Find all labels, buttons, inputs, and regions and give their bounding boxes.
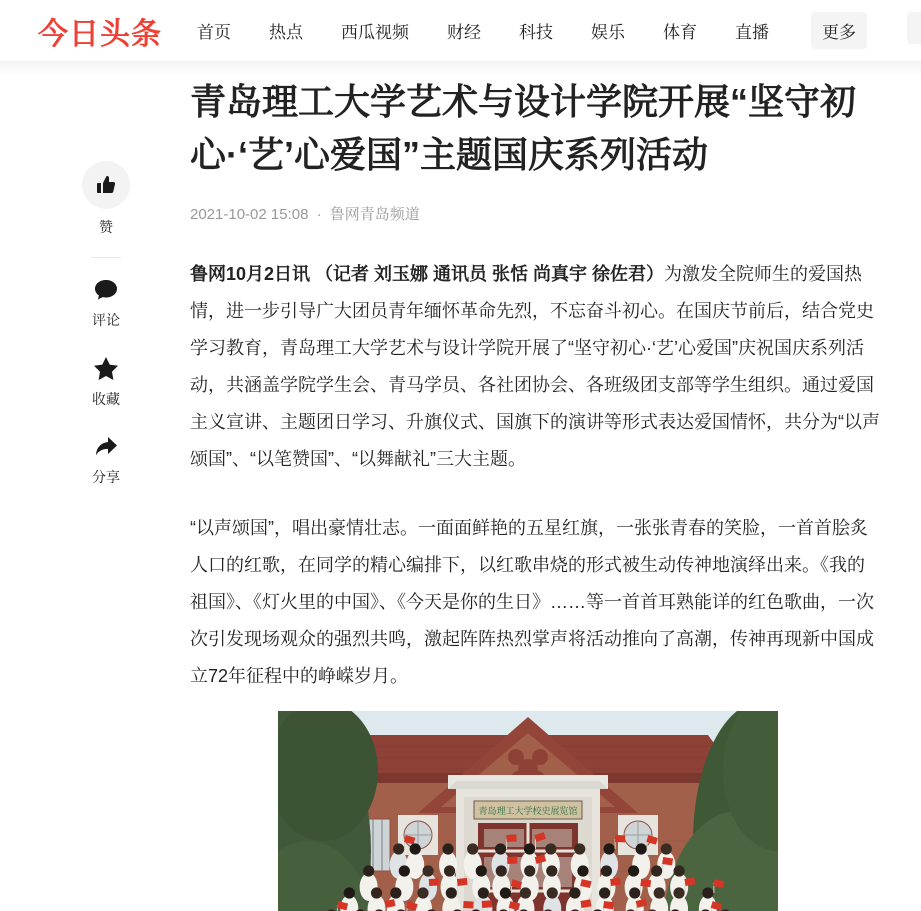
meta-separator: · — [316, 206, 322, 223]
nav-item-home[interactable]: 首页 — [197, 23, 231, 42]
like-label: 赞 — [99, 219, 113, 235]
group-photo-illustration — [278, 711, 778, 911]
nav-more-button[interactable]: 更多 — [811, 12, 867, 49]
comment-bubble-icon — [93, 278, 119, 302]
article-photo — [278, 711, 778, 911]
article-title: 青岛理工大学艺术与设计学院开展“坚守初心·‘艺’心爱国”主题国庆系列活动 — [190, 81, 857, 175]
nav-item-tech[interactable]: 科技 — [519, 23, 553, 42]
toutiao-logo[interactable]: 今日头条 — [38, 17, 162, 51]
share-label: 分享 — [92, 469, 120, 485]
nav-item-finance[interactable]: 财经 — [447, 23, 481, 42]
paragraph-2-text: “以声颂国”，唱出豪情壮志。一面面鲜艳的五星红旗，一张张青春的笑脸，一首首脍炙人口的红歌，在同学的精心编排下，以红歌串烧的形式被生动传神地演绎出来。《我的祖国》、《灯火里的中国》、《今天是你的生日》……等一首首耳熟能详的红色歌曲，一次次引发现场观众的强烈共鸣，激起阵阵热烈掌声将活动推向了高潮，传神再现新中国成立72年征程中的峥嵘岁月。 — [190, 518, 874, 686]
favorite-label: 收藏 — [92, 391, 120, 407]
main-nav — [197, 12, 867, 49]
share-button[interactable] — [81, 435, 131, 487]
action-rail — [81, 161, 131, 487]
paragraph-2 — [190, 510, 881, 695]
share-arrow-icon — [93, 435, 119, 459]
rail-divider — [91, 257, 121, 258]
nav-item-live[interactable]: 直播 — [735, 23, 769, 42]
building-sign-text: 青岛理工大学校史展览馆 — [478, 806, 578, 816]
paragraph-1-lead: 鲁网10月2日讯 （记者 刘玉娜 通讯员 张恬 尚真宇 徐佐君） — [190, 264, 665, 284]
article — [190, 61, 881, 911]
nav-partial-button[interactable] — [907, 12, 921, 44]
star-icon — [93, 356, 119, 381]
favorite-button[interactable] — [81, 356, 131, 409]
publish-time: 2021-10-02 15:08 — [190, 206, 309, 223]
source-channel[interactable]: 鲁网青岛频道 — [329, 206, 420, 223]
article-meta — [190, 203, 881, 224]
nav-item-xigua[interactable]: 西瓜视频 — [341, 23, 409, 42]
comment-label: 评论 — [92, 312, 120, 328]
like-button[interactable] — [82, 161, 130, 209]
nav-item-sports[interactable]: 体育 — [663, 23, 697, 42]
nav-item-entertainment[interactable]: 娱乐 — [591, 23, 625, 42]
thumbs-up-icon — [94, 173, 118, 197]
top-navigation-bar — [0, 0, 921, 61]
paragraph-1-text: 为激发全院师生的爱国热情，进一步引导广大团员青年缅怀革命先烈，不忘奋斗初心。在国庆节前后，结合党史学习教育，青岛理工大学艺术与设计学院开展了“坚守初心·‘艺’心爱国”庆祝国庆系列活动，共涵盖学院学生会、青马学员、各社团协会、各班级团支部等学生组织。通过爱国主义宣讲、主题团日学习、升旗仪式、国旗下的演讲等形式表达爱国情怀，共分为“以声颂国”、“以笔赞国”、“以舞献礼”三大主题。 — [190, 264, 880, 469]
comment-button[interactable] — [81, 278, 131, 330]
nav-item-hot[interactable]: 热点 — [269, 23, 303, 42]
paragraph-1 — [190, 256, 881, 478]
